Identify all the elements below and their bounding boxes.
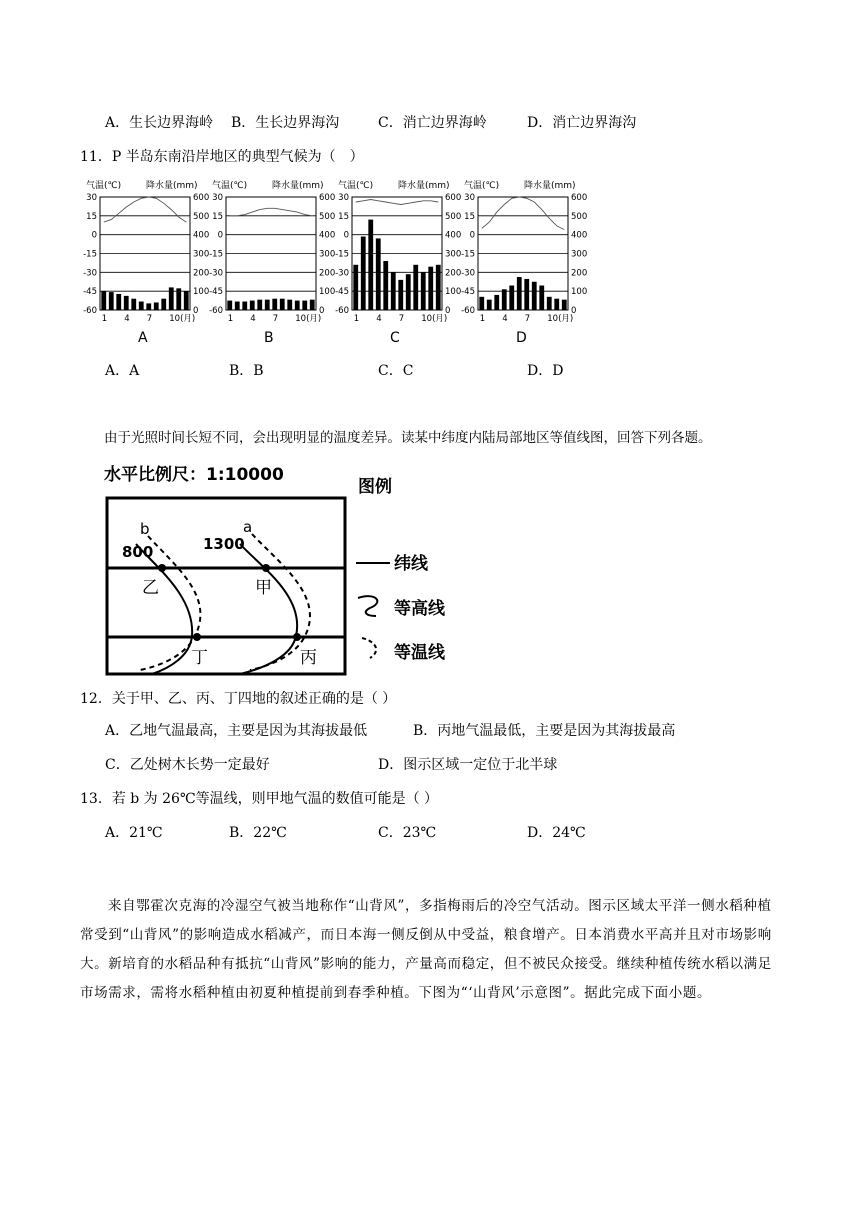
- temp-axis-label: 气温(℃): [212, 181, 248, 191]
- precip-bar: [562, 300, 567, 310]
- y2-tick-label: 400: [319, 230, 336, 241]
- q13-option-c: C．23℃: [378, 825, 437, 841]
- x-tick-label: 1: [101, 314, 108, 324]
- x-tick-label: 4: [376, 314, 382, 324]
- precip-bar: [428, 267, 433, 310]
- precip-bar: [524, 279, 529, 310]
- q12-option-b: B．丙地气温最低，主要是因为其海拔最高: [413, 723, 676, 739]
- passage: 来自鄂霍次克海的冷湿空气被当地称作“山背风”，多指梅雨后的冷空气活动。图示区域太平洋一侧水稻种植常受到“山背风”的影响造成水稻减产，而日本海一侧反倒从中受益，粮食增产。日本消费水平高并且对市场影响大。新培育的水稻品种有抵抗“山背风”影响的能力，产量高而稳定，但不被民众接受。继续种植传统水稻以满足市场需求，需将水稻种植由初夏种植提前到春季种植。下图为“‘山背风’示意图”。据此完成下面小题。: [80, 898, 772, 1001]
- precip-bar: [287, 300, 292, 310]
- precip-bar: [101, 291, 106, 310]
- y-tick-label: 15: [86, 211, 97, 222]
- temp-axis-label: 气温(℃): [338, 181, 374, 191]
- precip-bar: [487, 300, 492, 310]
- label-800: 800: [122, 543, 154, 561]
- temp-axis-label: 气温(℃): [464, 181, 500, 191]
- x-tick-label: 10(月): [169, 314, 196, 324]
- y2-tick-label: 0: [571, 306, 577, 316]
- label-a: a: [243, 518, 253, 536]
- x-tick-label: 7: [272, 314, 279, 324]
- temperature-line: [356, 200, 439, 205]
- place-bing: 丙: [300, 648, 317, 668]
- precip-bar: [124, 296, 129, 310]
- place-yi: 乙: [142, 578, 159, 598]
- y-tick-label: -30: [209, 268, 223, 279]
- y2-tick-label: 100: [445, 287, 462, 298]
- y-tick-label: -15: [461, 249, 475, 260]
- y-tick-label: 30: [338, 193, 349, 203]
- precip-axis-label: 降水量(mm): [524, 181, 576, 191]
- y-tick-label: -60: [461, 306, 475, 316]
- precip-bar: [509, 286, 514, 310]
- y-tick-label: 0: [91, 230, 97, 241]
- y2-tick-label: 500: [571, 211, 588, 222]
- intro-12-13: 由于光照时间长短不同，会出现明显的温度差异。读某中纬度内陆局部地区等值线图，回答下列各题。: [104, 430, 712, 446]
- precip-bar: [139, 302, 144, 310]
- precip-bar: [383, 261, 388, 310]
- q11-option-d: D．D: [527, 363, 564, 379]
- q13-option-b: B．22℃: [229, 825, 287, 841]
- q11-option-a: A．A: [105, 363, 140, 379]
- point-ding: [193, 633, 201, 641]
- q11-stem: 11．P 半岛东南沿岸地区的典型气候为（ ）: [80, 149, 364, 165]
- precip-bar: [406, 274, 411, 310]
- q11-option-c: C．C: [378, 363, 414, 379]
- legend-contour: 等高线: [394, 599, 445, 619]
- y-tick-label: 30: [212, 193, 223, 203]
- y2-tick-label: 500: [319, 211, 336, 222]
- legend-latitude: 纬线: [394, 554, 428, 574]
- x-tick-label: 4: [124, 314, 130, 324]
- y-tick-label: -45: [335, 287, 349, 298]
- contour-800: [136, 544, 192, 674]
- y-tick-label: -30: [83, 268, 97, 279]
- precip-bar: [184, 291, 189, 310]
- y-tick-label: 15: [212, 211, 223, 222]
- precip-bar: [295, 301, 300, 310]
- label-b: b: [140, 520, 150, 538]
- y2-tick-label: 500: [445, 211, 462, 222]
- precip-bar: [257, 300, 262, 310]
- y-tick-label: 15: [338, 211, 349, 222]
- precip-axis-label: 降水量(mm): [146, 181, 198, 191]
- y2-tick-label: 0: [319, 306, 325, 316]
- legend-isotherm: 等温线: [394, 643, 445, 663]
- point-yi: [158, 564, 166, 572]
- y2-tick-label: 200: [319, 268, 336, 279]
- q13-stem: 13．若 b 为 26℃等温线，则甲地气温的数值可能是（ ）: [80, 791, 439, 807]
- temperature-line: [482, 197, 565, 230]
- precip-bar: [242, 302, 247, 310]
- q11-option-b: B．B: [229, 363, 264, 379]
- q13-option-d: D．24℃: [527, 825, 586, 841]
- precip-bar: [554, 299, 559, 310]
- y2-tick-label: 400: [571, 230, 588, 241]
- y-tick-label: -45: [83, 287, 97, 298]
- temp-axis-label: 气温(℃): [86, 181, 122, 191]
- precip-axis-label: 降水量(mm): [398, 181, 450, 191]
- legend-title: 图例: [358, 477, 392, 497]
- legend-contour-symbol: [358, 596, 377, 616]
- y2-tick-label: 100: [193, 287, 210, 298]
- legend-isotherm-symbol: [362, 638, 376, 658]
- q12-option-d: D．图示区域一定位于北半球: [378, 757, 558, 773]
- precip-axis-label: 降水量(mm): [272, 181, 324, 191]
- precip-bar: [272, 299, 277, 310]
- y-tick-label: -60: [335, 306, 349, 316]
- label-1300: 1300: [203, 535, 245, 553]
- x-tick-label: 10(月): [421, 314, 448, 324]
- precip-bar: [539, 286, 544, 310]
- y2-tick-label: 300: [571, 249, 588, 260]
- y-tick-label: -60: [83, 306, 97, 316]
- precip-bar: [353, 265, 358, 310]
- precip-bar: [169, 287, 174, 310]
- y-tick-label: -30: [335, 268, 349, 279]
- x-tick-label: 4: [250, 314, 256, 324]
- precip-bar: [368, 220, 373, 310]
- precip-bar: [250, 301, 255, 310]
- y2-tick-label: 600: [319, 193, 336, 203]
- y-tick-label: -15: [209, 249, 223, 260]
- x-tick-label: 7: [524, 314, 531, 324]
- precip-bar: [280, 299, 285, 310]
- precip-bar: [547, 297, 552, 310]
- y-tick-label: 30: [86, 193, 97, 203]
- place-jia: 甲: [255, 578, 272, 598]
- precip-bar: [235, 302, 240, 310]
- panel-label: B: [264, 330, 274, 346]
- precip-bar: [131, 299, 136, 310]
- y-tick-label: -45: [461, 287, 475, 298]
- panel-label: A: [138, 330, 148, 346]
- y-tick-label: -30: [461, 268, 475, 279]
- point-jia: [262, 564, 270, 572]
- precip-bar: [116, 294, 121, 310]
- x-tick-label: 10(月): [295, 314, 322, 324]
- y2-tick-label: 100: [319, 287, 336, 298]
- y2-tick-label: 600: [193, 193, 210, 203]
- x-tick-label: 7: [398, 314, 405, 324]
- precip-bar: [479, 297, 484, 310]
- q10-option-b: B．生长边界海沟: [231, 115, 340, 131]
- climate-charts: [76, 176, 596, 348]
- x-tick-label: 10(月): [547, 314, 574, 324]
- precip-bar: [502, 289, 507, 310]
- y-tick-label: -15: [83, 249, 97, 260]
- y-tick-label: 15: [464, 211, 475, 222]
- x-tick-label: 1: [479, 314, 486, 324]
- precip-bar: [494, 295, 499, 310]
- precip-bar: [176, 288, 181, 310]
- y2-tick-label: 200: [571, 268, 588, 279]
- y-tick-label: 0: [469, 230, 475, 241]
- q13-option-a: A．21℃: [105, 825, 163, 841]
- y2-tick-label: 600: [571, 193, 588, 203]
- precip-bar: [532, 282, 537, 310]
- precip-bar: [310, 300, 315, 310]
- y-tick-label: -15: [335, 249, 349, 260]
- precip-bar: [517, 277, 522, 310]
- x-tick-label: 4: [502, 314, 508, 324]
- y2-tick-label: 500: [193, 211, 210, 222]
- y-tick-label: 0: [343, 230, 349, 241]
- y2-tick-label: 200: [193, 268, 210, 279]
- x-tick-label: 7: [146, 314, 153, 324]
- precip-bar: [154, 302, 159, 310]
- precip-bar: [361, 237, 366, 310]
- x-tick-label: 1: [353, 314, 360, 324]
- x-tick-label: 1: [227, 314, 234, 324]
- q10-option-a: A．生长边界海岭: [105, 115, 214, 131]
- q12-option-c: C．乙处树木长势一定最好: [105, 757, 270, 773]
- precip-bar: [265, 300, 270, 310]
- y2-tick-label: 0: [445, 306, 451, 316]
- y2-tick-label: 300: [319, 249, 336, 260]
- precip-bar: [161, 299, 166, 310]
- precip-bar: [413, 265, 418, 310]
- map-scale: 水平比例尺：1:10000: [104, 465, 284, 485]
- temperature-line: [104, 197, 187, 222]
- y-tick-label: -45: [209, 287, 223, 298]
- y2-tick-label: 400: [193, 230, 210, 241]
- q12-option-a: A．乙地气温最高，主要是因为其海拔最低: [105, 723, 368, 739]
- precip-bar: [398, 280, 403, 310]
- precip-bar: [302, 301, 307, 310]
- y-tick-label: 0: [217, 230, 223, 241]
- q10-option-d: D．消亡边界海沟: [527, 115, 637, 131]
- y2-tick-label: 600: [445, 193, 462, 203]
- y2-tick-label: 300: [193, 249, 210, 260]
- q12-stem: 12．关于甲、乙、丙、丁四地的叙述正确的是（ ）: [80, 691, 397, 707]
- precip-bar: [391, 272, 396, 310]
- y-tick-label: 30: [464, 193, 475, 203]
- place-ding: 丁: [191, 648, 208, 668]
- y-tick-label: -60: [209, 306, 223, 316]
- precip-bar: [146, 303, 151, 310]
- precip-bar: [376, 238, 381, 310]
- panel-label: D: [516, 330, 527, 346]
- point-bing: [293, 633, 301, 641]
- y2-tick-label: 100: [571, 287, 588, 298]
- precip-bar: [227, 301, 232, 310]
- precip-bar: [109, 292, 114, 310]
- y2-tick-label: 200: [445, 268, 462, 279]
- panel-label: C: [390, 330, 400, 346]
- q10-option-c: C．消亡边界海岭: [378, 115, 487, 131]
- y2-tick-label: 300: [445, 249, 462, 260]
- y2-tick-label: 0: [193, 306, 199, 316]
- y2-tick-label: 400: [445, 230, 462, 241]
- temperature-line: [230, 208, 312, 216]
- precip-bar: [421, 272, 426, 310]
- contour-map: [100, 456, 460, 678]
- precip-bar: [436, 265, 441, 310]
